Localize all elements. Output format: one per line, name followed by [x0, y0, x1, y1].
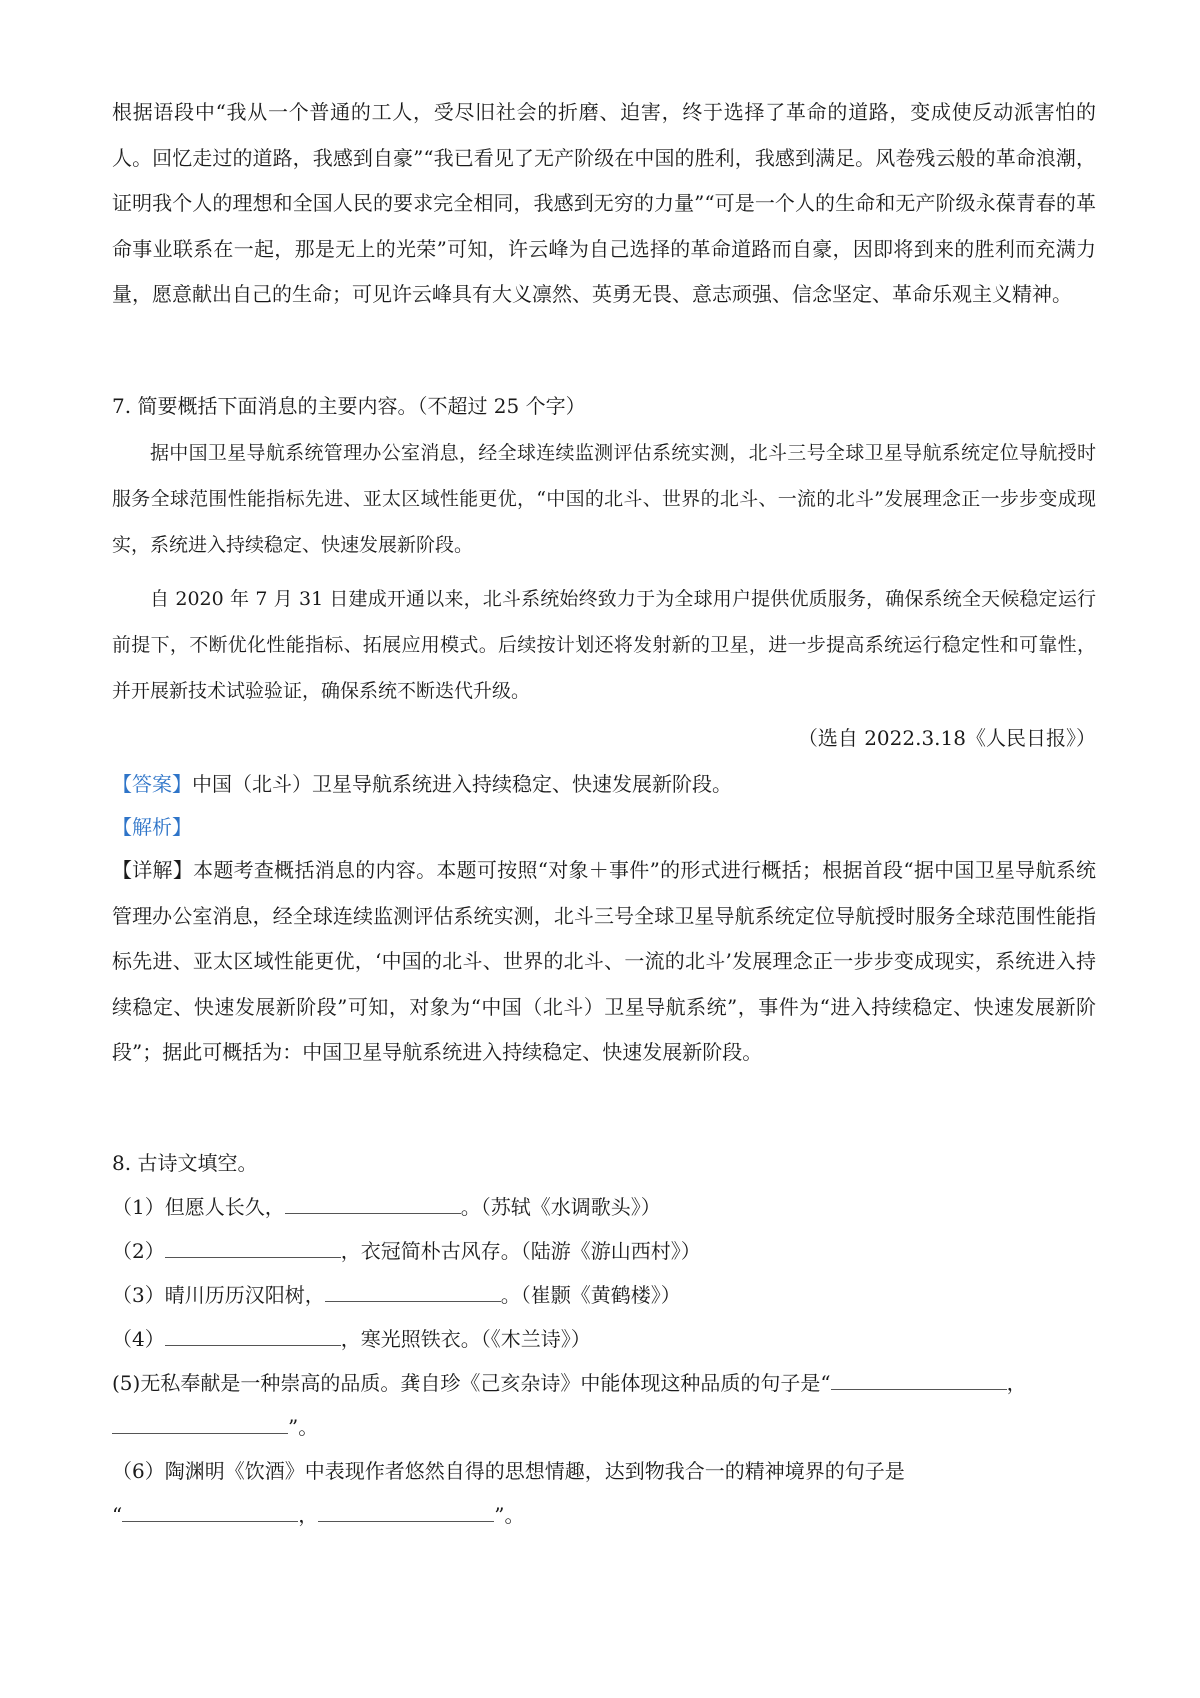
detail-paragraph	[112, 848, 1096, 1076]
item-text: ”。	[288, 1415, 319, 1439]
passage-paragraph-2: 自 2020 年 7 月 31 日建成开通以来，北斗系统始终致力于为全球用户提供优质服务，确保系统全天候稳定运行前提下，不断优化性能指标、拓展应用模式。后续按计划还将发射新的卫星，进一步提高系统运行稳定性和可靠性，并开展新技术试验验证，确保系统不断迭代升级。	[112, 588, 1096, 702]
question-7-heading	[112, 386, 1096, 426]
item-text: 。（崔颢《黄鹤楼》）	[500, 1283, 681, 1307]
question-7-title: 简要概括下面消息的主要内容。（不超过 25 个字）	[137, 394, 586, 418]
answer-blank[interactable]	[122, 1504, 298, 1522]
item-number: （4）	[112, 1327, 165, 1351]
item-text: ，寒光照铁衣。（《木兰诗》）	[340, 1327, 591, 1351]
fill-item-2	[112, 1229, 1096, 1273]
answer-line	[112, 762, 1096, 806]
question-8-number: 8.	[112, 1151, 132, 1175]
analysis-paragraph	[112, 90, 1096, 318]
answer-blank[interactable]	[318, 1504, 494, 1522]
answer-text: 中国（北斗）卫星导航系统进入持续稳定、快速发展新阶段。	[192, 772, 732, 796]
answer-blank[interactable]	[165, 1240, 341, 1258]
question-7-number: 7.	[112, 394, 132, 418]
answer-blank[interactable]	[325, 1284, 501, 1302]
fill-item-6-continued	[112, 1493, 1096, 1537]
analysis-text: 根据语段中“我从一个普通的工人，受尽旧社会的折磨、迫害，终于选择了革命的道路，变成使反动派害怕的人。回忆走过的道路，我感到自豪”“我已看见了无产阶级在中国的胜利，我感到满足。风卷残云般的革命浪潮，证明我个人的理想和全国人民的要求完全相同，我感到无穷的力量”“可是一个人的生命和无产阶级永葆青春的革命事业联系在一起，那是无上的光荣”可知，许云峰为自己选择的革命道路而自豪，因即将到来的胜利而充满力量，愿意献出自己的生命；可见许云峰具有大义凛然、英勇无畏、意志顽强、信念坚定、革命乐观主义精神。	[112, 100, 1096, 306]
fill-item-3	[112, 1273, 1096, 1317]
item-text: ，衣冠简朴古风存。（陆游《游山西村》）	[340, 1239, 701, 1263]
answer-blank[interactable]	[831, 1372, 1007, 1390]
answer-tag: 【答案】	[112, 772, 192, 796]
answer-blank[interactable]	[165, 1328, 341, 1346]
item-number: （2）	[112, 1239, 165, 1263]
item-text: ，	[298, 1503, 319, 1527]
item-number: （6）	[112, 1459, 165, 1483]
fill-item-6	[112, 1449, 1096, 1493]
item-text: 无私奉献是一种崇高的品质。龚自珍《己亥杂诗》中能体现这种品质的句子是“	[140, 1371, 831, 1395]
detail-text: 本题考查概括消息的内容。本题可按照“对象＋事件”的形式进行概括；根据首段“据中国卫星导航系统管理办公室消息，经全球连续监测评估系统实测，北斗三号全球卫星导航系统定位导航授时服务全球范围性能指标先进、亚太区域性能更优，‘中国的北斗、世界的北斗、一流的北斗’发展理念正一步步变成现实，系统进入持续稳定、快速发展新阶段”可知，对象为“中国（北斗）卫星导航系统”，事件为“进入持续稳定、快速发展新阶段”；据此可概括为：中国卫星导航系统进入持续稳定、快速发展新阶段。	[112, 858, 1096, 1064]
item-text: 晴川历历汉阳树，	[164, 1283, 325, 1307]
item-text: ”。	[494, 1503, 525, 1527]
news-passage	[112, 430, 1096, 714]
item-number: （1）	[112, 1195, 165, 1219]
question-8-title: 古诗文填空。	[137, 1151, 258, 1175]
question-8-heading	[112, 1141, 1096, 1185]
fill-item-1	[112, 1185, 1096, 1229]
fill-item-5	[112, 1361, 1096, 1405]
answer-blank[interactable]	[112, 1416, 288, 1434]
explanation-tag: 【解析】	[112, 815, 192, 839]
fill-item-4	[112, 1317, 1096, 1361]
fill-item-5-continued	[112, 1405, 1096, 1449]
detail-tag: 【详解】	[112, 858, 194, 882]
answer-blank[interactable]	[285, 1196, 461, 1214]
item-text: 。（苏轼《水调歌头》）	[460, 1195, 661, 1219]
explanation-tag-line	[112, 805, 1096, 849]
item-text: 但愿人长久，	[164, 1195, 285, 1219]
item-number: （3）	[112, 1283, 165, 1307]
passage-source: （选自 2022.3.18《人民日报》）	[797, 726, 1096, 750]
item-text: “	[112, 1503, 123, 1527]
passage-paragraph-1: 据中国卫星导航系统管理办公室消息，经全球连续监测评估系统实测，北斗三号全球卫星导航系统定位导航授时服务全球范围性能指标先进、亚太区域性能更优，“中国的北斗、世界的北斗、一流的北斗”发展理念正一步步变成现实，系统进入持续稳定、快速发展新阶段。	[112, 442, 1096, 556]
question-8	[112, 1141, 1096, 1537]
item-text: 陶渊明《饮酒》中表现作者悠然自得的思想情趣，达到物我合一的精神境界的句子是	[164, 1459, 905, 1483]
item-text: ，	[1006, 1371, 1027, 1395]
item-number: (5)	[112, 1371, 141, 1395]
